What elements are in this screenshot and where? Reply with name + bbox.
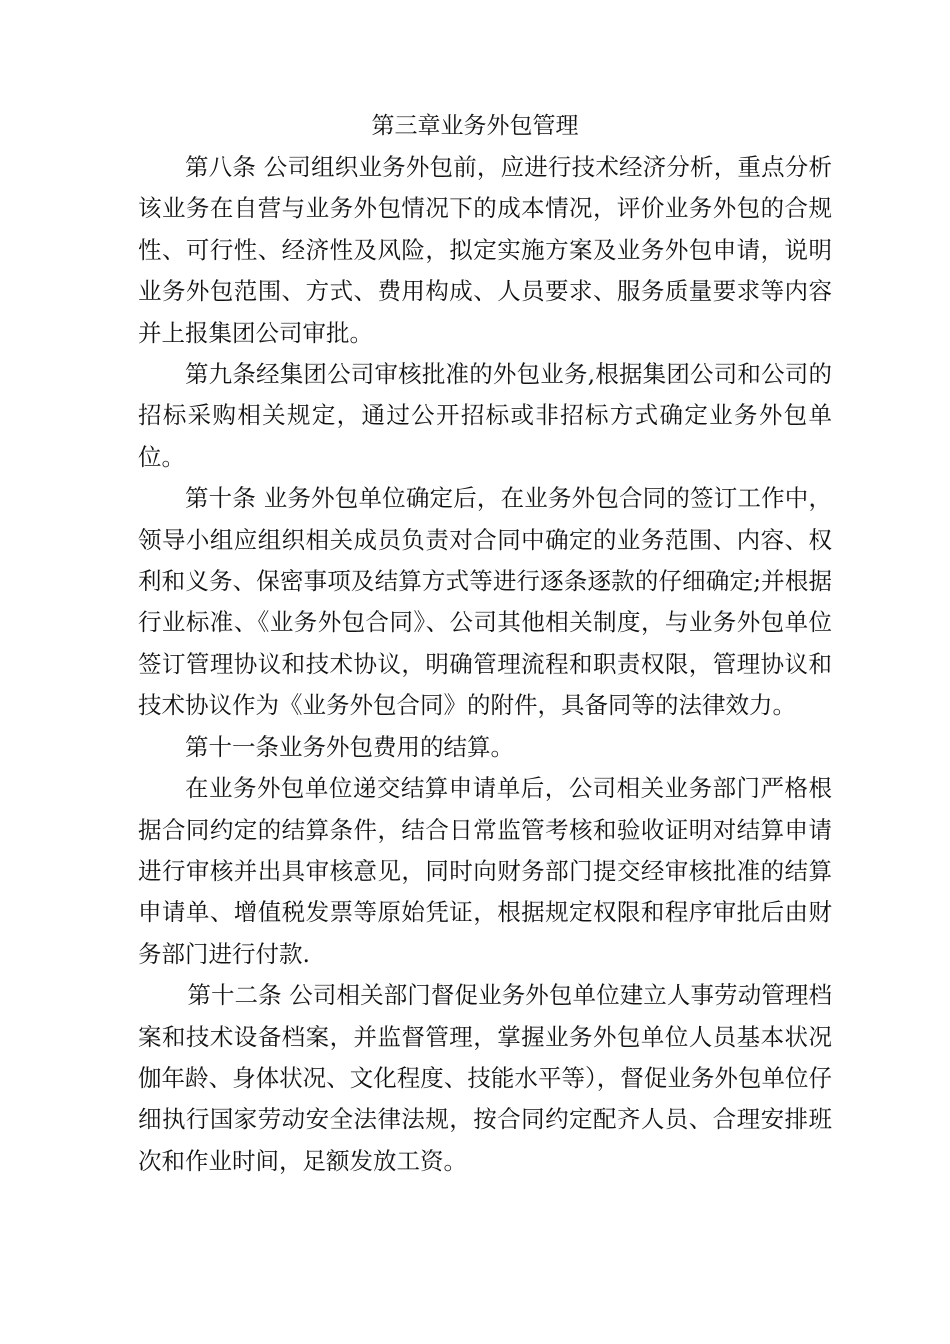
- settlement-paragraph: 在业务外包单位递交结算申请单后，公司相关业务部门严格根据合同约定的结算条件，结合日常监管考核和验收证明对结算申请进行审核并出具审核意见，同时向财务部门提交经审核批准的结算申请单、增值税发票等原始凭证，根据规定权限和程序审批后由财务部门进行付款.: [138, 774, 832, 968]
- document-body: [138, 147, 832, 1182]
- article-11-paragraph: 第十一条业务外包费用的结算。: [185, 732, 514, 761]
- chapter-title: 第三章业务外包管理: [371, 113, 579, 139]
- article-12-paragraph: 第十二条 公司相关部门督促业务外包单位建立人事劳动管理档案和技术设备档案，并监督管理，掌握业务外包单位人员基本状况伽年龄、身体状况、文化程度、技能水平等），督促业务外包单位仔细执行国家劳动安全法律法规，按合同约定配齐人员、合理安排班次和作业时间，足额发放工资。: [138, 981, 832, 1175]
- article-9-paragraph: 第九条经集团公司审核批准的外包业务,根据集团公司和公司的招标采购相关规定，通过公开招标或非招标方式确定业务外包单位。: [138, 360, 832, 471]
- article-8-paragraph: 第八条 公司组织业务外包前，应进行技术经济分析，重点分析该业务在自营与业务外包情况下的成本情况，评价业务外包的合规性、可行性、经济性及风险，拟定实施方案及业务外包申请，说明业务外包范围、方式、费用构成、人员要求、服务质量要求等内容并上报集团公司审批。: [138, 153, 832, 347]
- article-10-paragraph: 第十条 业务外包单位确定后，在业务外包合同的签订工作中，领导小组应组织相关成员负责对合同中确定的业务范围、内容、权利和义务、保密事项及结算方式等进行逐条逐款的仔细确定;并根据行业标准、《业务外包合同》、公司其他相关制度，与业务外包单位签订管理协议和技术协议，明确管理流程和职责权限，管理协议和技术协议作为《业务外包合同》的附件，具备同等的法律效力。: [138, 484, 832, 720]
